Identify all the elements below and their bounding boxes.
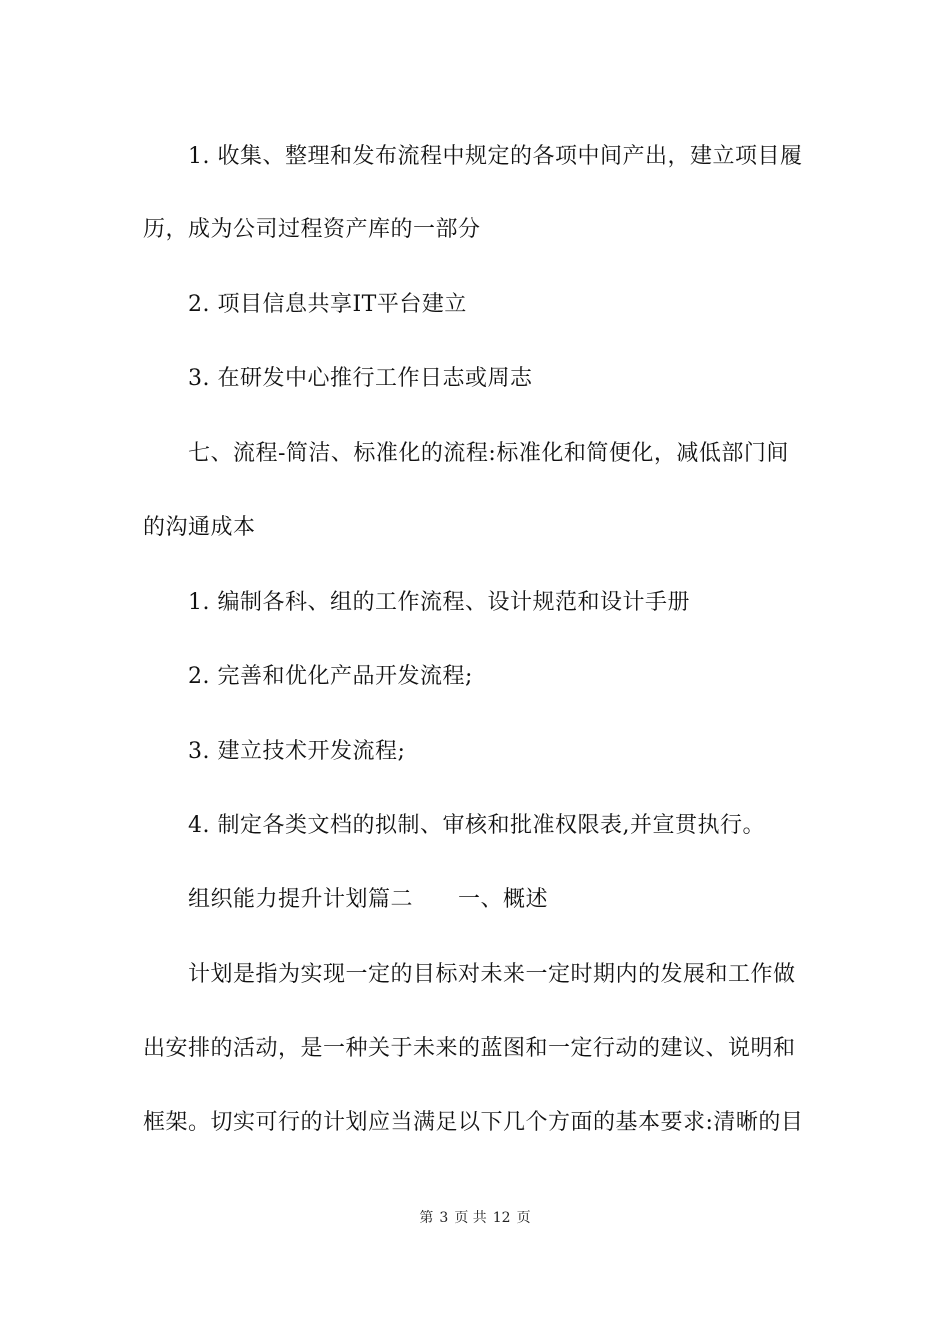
paragraph-line: 3. 在研发中心推行工作日志或周志	[188, 366, 533, 391]
paragraph-line: 计划是指为实现一定的目标对未来一定时期内的发展和工作做	[188, 962, 796, 987]
paragraph-line: 1. 收集、整理和发布流程中规定的各项中间产出，建立项目履	[188, 144, 803, 169]
article-title-line: 组织能力提升计划篇二 一、概述	[188, 887, 549, 912]
footer-suffix: 页	[516, 1210, 531, 1226]
page-number-footer	[0, 1208, 950, 1228]
footer-middle: 页 共	[454, 1210, 487, 1226]
section-heading-line: 七、流程-简洁、标准化的流程:标准化和简便化，减低部门间	[188, 441, 789, 466]
footer-prefix: 第	[419, 1210, 434, 1226]
paragraph-line: 历，成为公司过程资产库的一部分	[143, 217, 481, 242]
footer-current-page: 3	[439, 1210, 449, 1226]
paragraph-line: 4. 制定各类文档的拟制、审核和批准权限表,并宣贯执行。	[188, 813, 765, 838]
paragraph-line: 2. 完善和优化产品开发流程;	[188, 664, 473, 689]
paragraph-line: 1. 编制各科、组的工作流程、设计规范和设计手册	[188, 590, 690, 615]
paragraph-line: 出安排的活动，是一种关于未来的蓝图和一定行动的建议、说明和	[143, 1036, 796, 1061]
footer-total-pages: 12	[492, 1210, 511, 1226]
paragraph-line: 3. 建立技术开发流程;	[188, 739, 406, 764]
paragraph-line: 2. 项目信息共享IT平台建立	[188, 292, 467, 317]
section-heading-line: 的沟通成本	[143, 515, 256, 540]
paragraph-line: 框架。切实可行的计划应当满足以下几个方面的基本要求:清晰的目	[143, 1110, 804, 1135]
